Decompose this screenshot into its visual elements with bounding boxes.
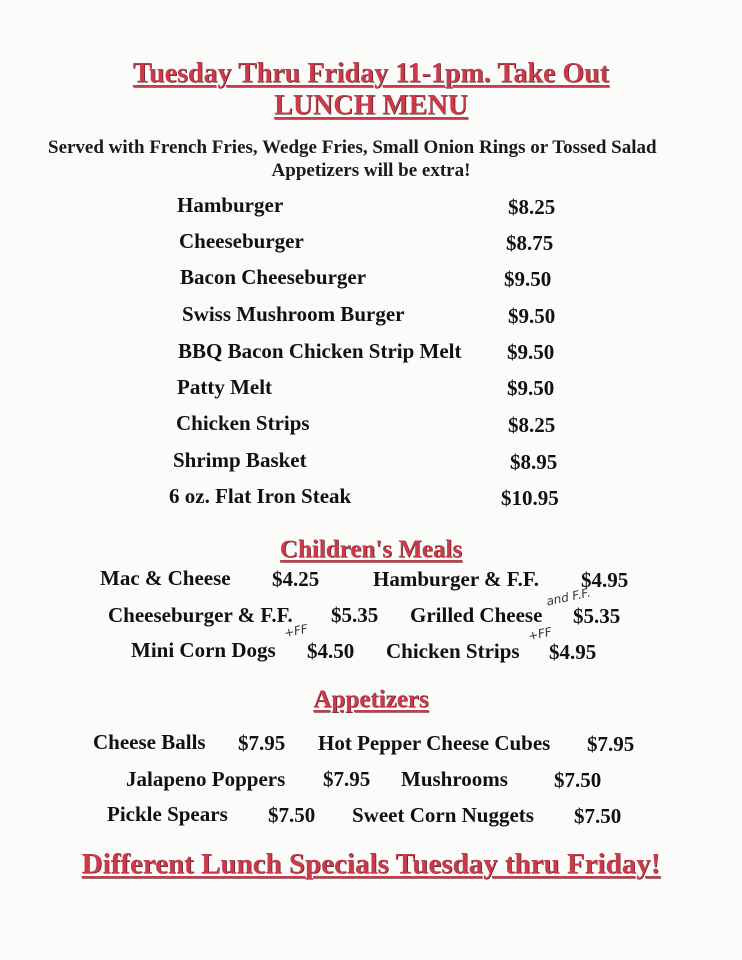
lunch-item-price: $9.50 [504, 267, 552, 291]
child-item-price: $5.35 [573, 604, 621, 628]
child-item-name: Mac & Cheese [100, 566, 231, 590]
appetizers-heading: Appetizers [313, 686, 429, 713]
lunch-item-price: $9.50 [507, 376, 555, 400]
served-with-note: Served with French Fries, Wedge Fries, Small Onion Rings or Tossed Salad [48, 137, 657, 158]
appetizer-name: Pickle Spears [107, 802, 228, 826]
handwritten-note: +FF [526, 624, 554, 644]
menu-hours-heading: Tuesday Thru Friday 11-1pm. Take Out [132, 58, 610, 89]
lunch-item-name: Swiss Mushroom Burger [182, 302, 405, 326]
child-item-name: Mini Corn Dogs [131, 638, 276, 662]
appetizer-name: Mushrooms [401, 767, 508, 791]
lunch-item-name: Chicken Strips [176, 411, 310, 435]
appetizer-price: $7.50 [554, 768, 602, 792]
child-item-name: Chicken Strips [386, 639, 520, 663]
lunch-item-price: $10.95 [501, 486, 559, 510]
appetizer-price: $7.50 [268, 803, 316, 827]
appetizers-extra-note: Appetizers will be extra! [271, 160, 471, 181]
lunch-item-name: Hamburger [177, 193, 284, 217]
appetizer-price: $7.95 [238, 731, 286, 755]
handwritten-note: +FF [282, 621, 310, 641]
appetizer-price: $7.50 [574, 804, 622, 828]
child-item-price: $4.50 [307, 639, 355, 663]
child-item-price: $4.25 [272, 567, 320, 591]
lunch-item-price: $9.50 [508, 304, 556, 328]
handwritten-note: and F.F. [545, 585, 592, 609]
lunch-item-name: Patty Melt [177, 375, 273, 399]
lunch-menu-title: LUNCH MENU [274, 90, 468, 121]
child-item-name: Hamburger & F.F. [373, 567, 540, 591]
lunch-item-price: $8.95 [510, 450, 558, 474]
lunch-item-name: Shrimp Basket [173, 448, 307, 472]
appetizer-name: Hot Pepper Cheese Cubes [318, 731, 551, 755]
appetizer-name: Cheese Balls [93, 730, 206, 754]
lunch-specials-footer: Different Lunch Specials Tuesday thru Friday! [81, 848, 661, 880]
child-item-price: $5.35 [331, 603, 379, 627]
appetizer-price: $7.95 [587, 732, 635, 756]
lunch-item-name: BBQ Bacon Chicken Strip Melt [178, 339, 462, 363]
child-item-price: $4.95 [549, 640, 597, 664]
childrens-meals-heading: Children's Meals [279, 536, 463, 563]
lunch-item-price: $9.50 [507, 340, 555, 364]
child-item-name: Cheeseburger & F.F. [108, 603, 293, 627]
lunch-item-name: 6 oz. Flat Iron Steak [169, 484, 352, 508]
child-item-price: $4.95 [581, 568, 629, 592]
appetizer-name: Jalapeno Poppers [126, 767, 286, 791]
appetizer-price: $7.95 [323, 767, 371, 791]
lunch-item-price: $8.75 [506, 231, 554, 255]
lunch-item-price: $8.25 [508, 195, 556, 219]
lunch-item-name: Bacon Cheeseburger [180, 265, 367, 289]
lunch-item-price: $8.25 [508, 413, 556, 437]
child-item-name: Grilled Cheese [410, 603, 543, 627]
appetizer-name: Sweet Corn Nuggets [352, 803, 534, 827]
lunch-item-name: Cheeseburger [179, 229, 304, 253]
